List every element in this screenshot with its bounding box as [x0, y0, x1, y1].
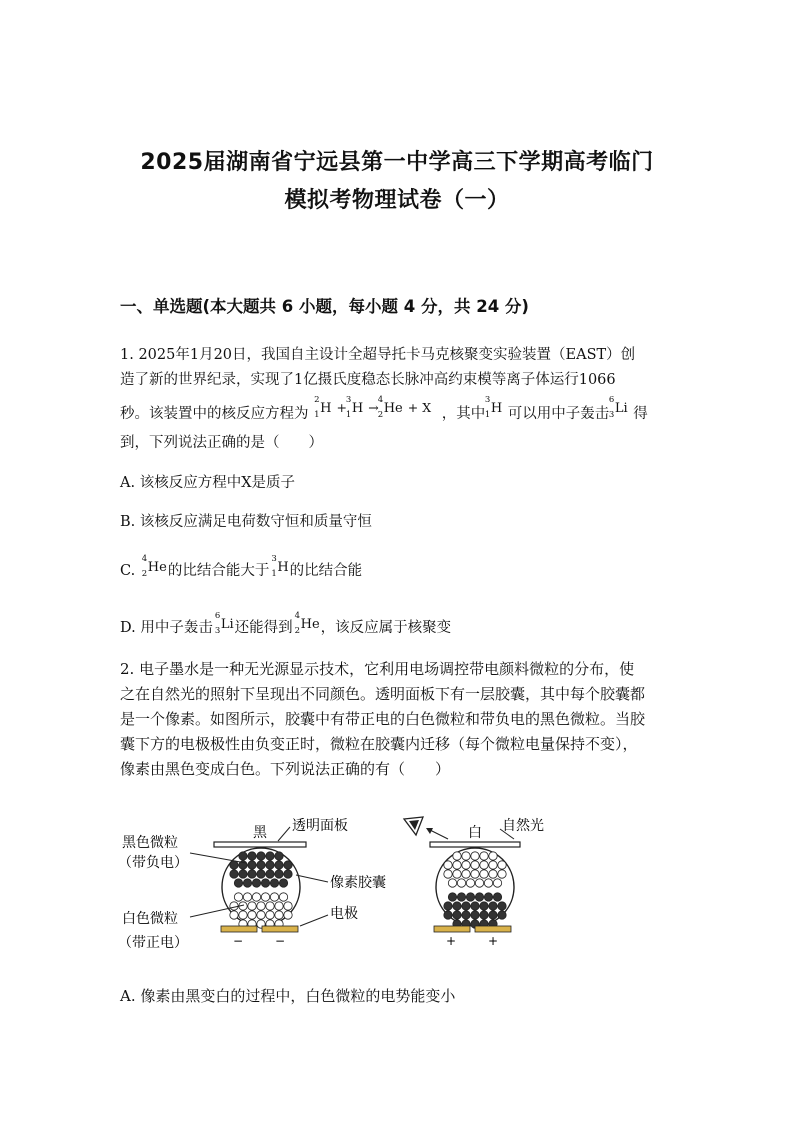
black-particle — [444, 902, 452, 910]
black-particle — [462, 902, 470, 910]
white-particle — [448, 879, 456, 887]
eq-arrow: → — [368, 400, 379, 415]
black-particle — [475, 893, 483, 901]
white-particle — [471, 861, 479, 869]
black-particle — [471, 902, 479, 910]
transparent-panel — [430, 842, 520, 847]
nuclide-tritium: 3 1 H — [271, 554, 289, 579]
nuclide-tritium: 3 1 H — [484, 395, 503, 420]
white-particle — [453, 861, 461, 869]
q1-line3-text-d: 得 — [633, 406, 648, 422]
positive-sign: + — [446, 934, 457, 948]
q1-option-b: B. 该核反应满足电荷数守恒和质量守恒 — [120, 514, 372, 530]
black-particle — [279, 879, 287, 887]
black-particle — [266, 861, 274, 869]
eq-plus: + — [336, 400, 347, 415]
black-particle — [248, 870, 256, 878]
q2-line5: 像素由黑色变成白色。下列说法正确的有（ ） — [120, 760, 451, 778]
nuclide-lithium: 6 3 Li — [608, 395, 628, 420]
black-particle — [480, 902, 488, 910]
q1-line3-text-c: 可以用中子轰击 — [507, 406, 610, 422]
white-state-label: 白 — [468, 825, 482, 841]
black-particle — [275, 852, 283, 860]
q2-line3: 是一个像素。如图所示，胶囊中有带正电的白色微粒和带负电的黑色微粒。当胶 — [120, 710, 646, 728]
black-particle — [466, 893, 474, 901]
nuclide-lithium: 6 3 Li — [214, 611, 234, 636]
black-particle — [270, 879, 278, 887]
option-text: D. 用中子轰击 — [120, 620, 213, 636]
white-particle — [475, 879, 483, 887]
black-particle — [266, 852, 274, 860]
black-particle — [239, 852, 247, 860]
black-particle — [252, 879, 260, 887]
black-particle — [230, 861, 238, 869]
black-particle — [489, 902, 497, 910]
black-particle — [284, 870, 292, 878]
option-text: 的比结合能大于 — [167, 563, 270, 579]
q1-line4: 到，下列说法正确的是（ ） — [120, 435, 323, 451]
black-particle — [257, 861, 265, 869]
black-particle — [257, 870, 265, 878]
white-particle — [480, 861, 488, 869]
white-particle — [279, 893, 287, 901]
q1-line1: 1. 2025年1月20日，我国自主设计全超导托卡马克核聚变实验装置（EAST）创 — [120, 347, 636, 363]
transparent-panel — [214, 842, 306, 847]
black-particle — [498, 911, 506, 919]
q2-line2: 之在自然光的照射下呈现出不同颜色。透明面板下有一层胶囊，其中每个胶囊都 — [120, 685, 646, 703]
white-particle — [498, 861, 506, 869]
white-particle — [453, 852, 461, 860]
white-particle — [252, 893, 260, 901]
white-particle — [275, 902, 283, 910]
black-particle — [266, 870, 274, 878]
white-particle — [471, 852, 479, 860]
white-particle — [498, 870, 506, 878]
exam-title-line1: 2025届湖南省宁远县第一中学高三下学期高考临门 — [140, 150, 654, 175]
black-particle — [453, 911, 461, 919]
black-particle — [462, 911, 470, 919]
panel-label: 透明面板 — [292, 818, 348, 834]
electrode-label: 电极 — [330, 906, 358, 922]
q1-line2: 造了新的世界纪录，实现了1亿摄氏度稳态长脉冲高约束模等离子体运行1066 — [120, 372, 616, 388]
black-particle — [284, 861, 292, 869]
q1-line3 — [120, 395, 648, 423]
e-ink-diagram — [118, 805, 568, 957]
white-particle — [284, 902, 292, 910]
section-heading: 一、单选题(本大题共 6 小题，每小题 4 分，共 24 分) — [120, 297, 529, 316]
q1-line3-text-b: ，其中 — [441, 406, 486, 422]
white-charge-label: （带正电） — [118, 935, 188, 951]
white-particle — [230, 911, 238, 919]
black-particle — [489, 911, 497, 919]
black-state-label: 黑 — [253, 825, 267, 841]
nuclide-deuterium: 2 1 H — [314, 395, 332, 420]
white-particle — [480, 870, 488, 878]
white-particle — [457, 879, 465, 887]
black-particle — [484, 893, 492, 901]
white-particle — [444, 870, 452, 878]
q1-option-d — [120, 611, 452, 637]
black-particle — [257, 852, 265, 860]
white-particle — [444, 861, 452, 869]
electrode — [262, 926, 298, 932]
white-particle — [462, 870, 470, 878]
white-particle — [453, 870, 461, 878]
option-text: 还能得到 — [234, 620, 293, 636]
q1-line3-text-a: 秒。该装置中的核反应方程为 — [120, 406, 309, 422]
black-particle — [243, 879, 251, 887]
black-particle — [444, 911, 452, 919]
white-particle — [230, 902, 238, 910]
q2-option-a: A. 像素由黑变白的过程中，白色微粒的电势能变小 — [120, 987, 456, 1005]
black-particle — [493, 893, 501, 901]
black-particle — [230, 870, 238, 878]
q2-line1: 2. 电子墨水是一种无光源显示技术，它利用电场调控带电颜料微粒的分布，使 — [120, 660, 635, 678]
option-text: 的比结合能 — [289, 563, 363, 579]
capsule-label: 像素胶囊 — [330, 875, 386, 891]
white-particle — [284, 911, 292, 919]
white-particle — [248, 902, 256, 910]
white-particle — [462, 861, 470, 869]
white-particle — [257, 902, 265, 910]
black-charge-label: （带负电） — [118, 855, 188, 871]
white-particle — [489, 852, 497, 860]
q1-option-a: A. 该核反应方程中X是质子 — [120, 475, 296, 491]
black-particle — [261, 879, 269, 887]
nuclear-equation — [314, 395, 432, 420]
white-particle — [270, 893, 278, 901]
nuclide-helium: 4 2 He — [141, 554, 167, 579]
electrode — [475, 926, 511, 932]
negative-sign: − — [233, 934, 244, 948]
white-particle — [275, 911, 283, 919]
white-particle — [239, 911, 247, 919]
white-particle — [489, 861, 497, 869]
white-particle — [462, 852, 470, 860]
black-particle — [457, 893, 465, 901]
black-particle — [248, 861, 256, 869]
negative-sign: − — [275, 934, 286, 948]
natural-light-label: 自然光 — [502, 818, 544, 834]
black-state-pixel — [214, 825, 306, 948]
white-particle — [257, 911, 265, 919]
white-particle — [493, 879, 501, 887]
white-particle — [266, 902, 274, 910]
white-particle — [480, 852, 488, 860]
black-particle — [239, 870, 247, 878]
option-letter: C. — [120, 563, 136, 579]
white-particle — [484, 879, 492, 887]
white-particle — [471, 870, 479, 878]
black-particle — [234, 879, 242, 887]
white-particle-label: 白色微粒 — [122, 911, 178, 927]
white-particle — [489, 870, 497, 878]
white-particle — [266, 911, 274, 919]
black-particle — [248, 852, 256, 860]
electrode — [434, 926, 470, 932]
eq-plus: + — [407, 400, 419, 415]
eq-x: X — [422, 400, 432, 415]
black-particle — [453, 902, 461, 910]
black-particle — [471, 911, 479, 919]
black-particle — [275, 870, 283, 878]
option-text: ，该反应属于核聚变 — [320, 620, 452, 636]
white-particle — [234, 893, 242, 901]
eye-icon — [404, 817, 423, 835]
positive-sign: + — [488, 934, 499, 948]
black-particle — [275, 861, 283, 869]
nuclide-tritium: 3 1 H — [345, 395, 364, 420]
white-state-pixel — [430, 825, 520, 948]
exam-title-line2: 模拟考物理试卷（一） — [284, 188, 510, 213]
black-particle — [480, 911, 488, 919]
white-particle — [466, 879, 474, 887]
white-particle — [243, 893, 251, 901]
black-particle-label: 黑色微粒 — [122, 835, 178, 851]
black-particle — [498, 902, 506, 910]
nuclide-helium: 4 2 He — [377, 395, 403, 420]
q2-line4: 囊下方的电极极性由负变正时，微粒在胶囊内迁移（每个微粒电量保持不变）， — [120, 735, 638, 753]
black-particle — [448, 893, 456, 901]
nuclide-helium: 4 2 He — [294, 611, 320, 636]
white-particle — [261, 893, 269, 901]
q1-option-c — [120, 554, 363, 580]
white-particle — [248, 911, 256, 919]
electrode — [221, 926, 257, 932]
